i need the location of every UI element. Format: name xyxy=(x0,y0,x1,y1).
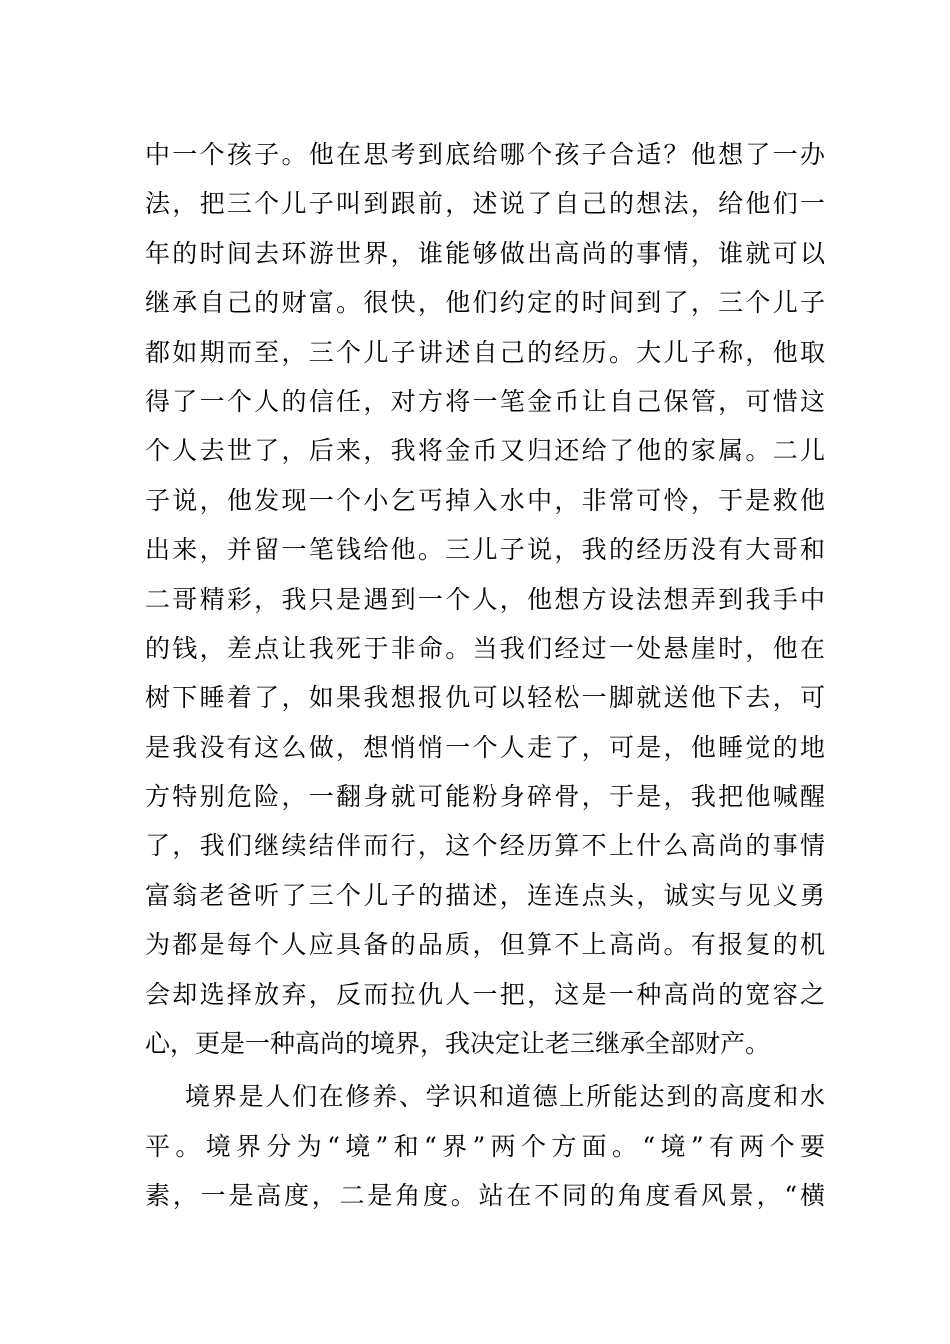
paragraph-story xyxy=(145,130,825,1068)
text-line: 法，把三个儿子叫到跟前，述说了自己的想法，给他们一 xyxy=(145,189,825,219)
text-line: 平。境界分为“境”和“界”两个方面。“境”有两个要 xyxy=(145,1131,825,1161)
text-line: 方特别危险，一翻身就可能粉身碎骨，于是，我把他喊醒 xyxy=(145,782,825,812)
paragraph-realm xyxy=(145,1072,825,1220)
text-line: 得了一个人的信任，对方将一笔金币让自己保管，可惜这 xyxy=(145,386,825,416)
text-line: 了，我们继续结伴而行，这个经历算不上什么高尚的事情 xyxy=(145,831,825,861)
text-line: 境界是人们在修养、学识和道德上所能达到的高度和水 xyxy=(185,1082,825,1112)
text-line: 富翁老爸听了三个儿子的描述，连连点头，诚实与见义勇 xyxy=(145,880,825,910)
text-line: 会却选择放弃，反而拉仇人一把，这是一种高尚的宽容之 xyxy=(145,979,825,1009)
text-line: 年的时间去环游世界，谁能够做出高尚的事情，谁就可以 xyxy=(145,238,825,268)
text-line: 出来，并留一笔钱给他。三儿子说，我的经历没有大哥和 xyxy=(145,535,825,565)
text-line: 都如期而至，三个儿子讲述自己的经历。大儿子称，他取 xyxy=(145,337,825,367)
text-line: 是我没有这么做，想悄悄一个人走了，可是，他睡觉的地 xyxy=(145,732,825,762)
text-line: 心，更是一种高尚的境界，我决定让老三继承全部财产。 xyxy=(145,1029,771,1059)
text-line: 中一个孩子。他在思考到底给哪个孩子合适？他想了一办 xyxy=(145,140,825,169)
text-line: 二哥精彩，我只是遇到一个人，他想方设法想弄到我手中 xyxy=(145,584,825,614)
text-line: 素，一是高度，二是角度。站在不同的角度看风景，“横 xyxy=(145,1181,825,1211)
text-line: 子说，他发现一个小乞丐掉入水中，非常可怜，于是救他 xyxy=(145,485,825,515)
text-line: 的钱，差点让我死于非命。当我们经过一处悬崖时，他在 xyxy=(145,633,825,663)
text-line: 树下睡着了，如果我想报仇可以轻松一脚就送他下去，可 xyxy=(145,683,825,713)
text-line: 个人去世了，后来，我将金币又归还给了他的家属。二儿 xyxy=(145,436,825,466)
text-line: 继承自己的财富。很快，他们约定的时间到了，三个儿子 xyxy=(145,288,825,318)
body-text xyxy=(145,130,825,1221)
text-line: 为都是每个人应具备的品质，但算不上高尚。有报复的机 xyxy=(145,930,825,960)
